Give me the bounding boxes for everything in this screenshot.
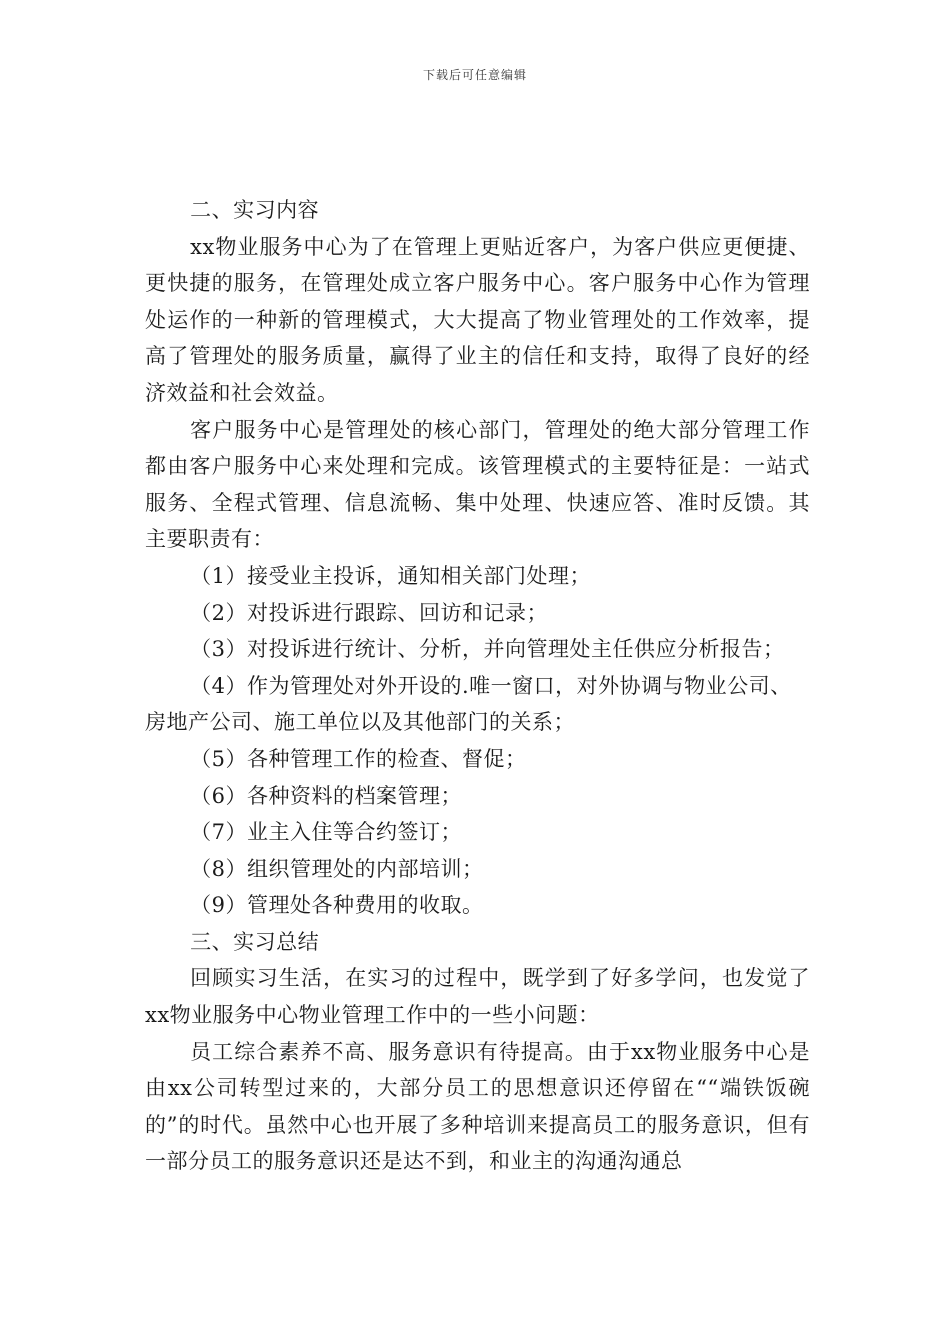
paragraph: xx物业服务中心为了在管理上更贴近客户，为客户供应更便捷、更快捷的服务，在管理处成立客户服务中心。客户服务中心作为管理处运作的一种新的管理模式，大大提高了物业管理处的工作效率，提高了管理处的服务质量，赢得了业主的信任和支持，取得了良好的经济效益和社会效益。: [145, 234, 810, 405]
duty-item: （5）各种管理工作的检查、督促；: [190, 746, 527, 771]
paragraph: 客户服务中心是管理处的核心部门，管理处的绝大部分管理工作都由客户服务中心来处理和完成。该管理模式的主要特征是：一站式服务、全程式管理、信息流畅、集中处理、快速应答、准时反馈。其主要职责有：: [145, 417, 810, 552]
duty-item: （7）业主入住等合约签订；: [190, 820, 463, 845]
section-heading-internship-summary: 三、实习总结: [190, 929, 320, 954]
duty-item: （4）作为管理处对外开设的.唯一窗口，对外协调与物业公司、房地产公司、施工单位以及其他部门的关系；: [145, 673, 792, 735]
paragraph: 回顾实习生活，在实习的过程中，既学到了好多学问，也发觉了xx物业服务中心物业管理工作中的一些小问题：: [145, 966, 810, 1028]
duty-item: （6）各种资料的档案管理；: [190, 783, 463, 808]
duty-item: （9）管理处各种费用的收取。: [190, 893, 484, 918]
duty-item: （2）对投诉进行跟踪、回访和记录；: [190, 600, 548, 625]
duty-item: （1）接受业主投诉，通知相关部门处理；: [190, 563, 591, 588]
paragraph: 员工综合素养不高、服务意识有待提高。由于xx物业服务中心是由xx公司转型过来的，大部分员工的思想意识还停留在““端铁饭碗的”的时代。虽然中心也开展了多种培训来提高员工的服务意识，但有一部分员工的服务意识还是达不到，和业主的沟通沟通总: [145, 1039, 810, 1174]
document-body: [145, 192, 810, 1180]
section-heading-internship-content: 二、实习内容: [190, 198, 320, 222]
duty-item: （3）对投诉进行统计、分析，并向管理处主任供应分析报告；: [190, 637, 785, 662]
header-note: 下载后可任意编辑: [422, 68, 527, 82]
duty-item: （8）组织管理处的内部培训；: [190, 856, 484, 881]
